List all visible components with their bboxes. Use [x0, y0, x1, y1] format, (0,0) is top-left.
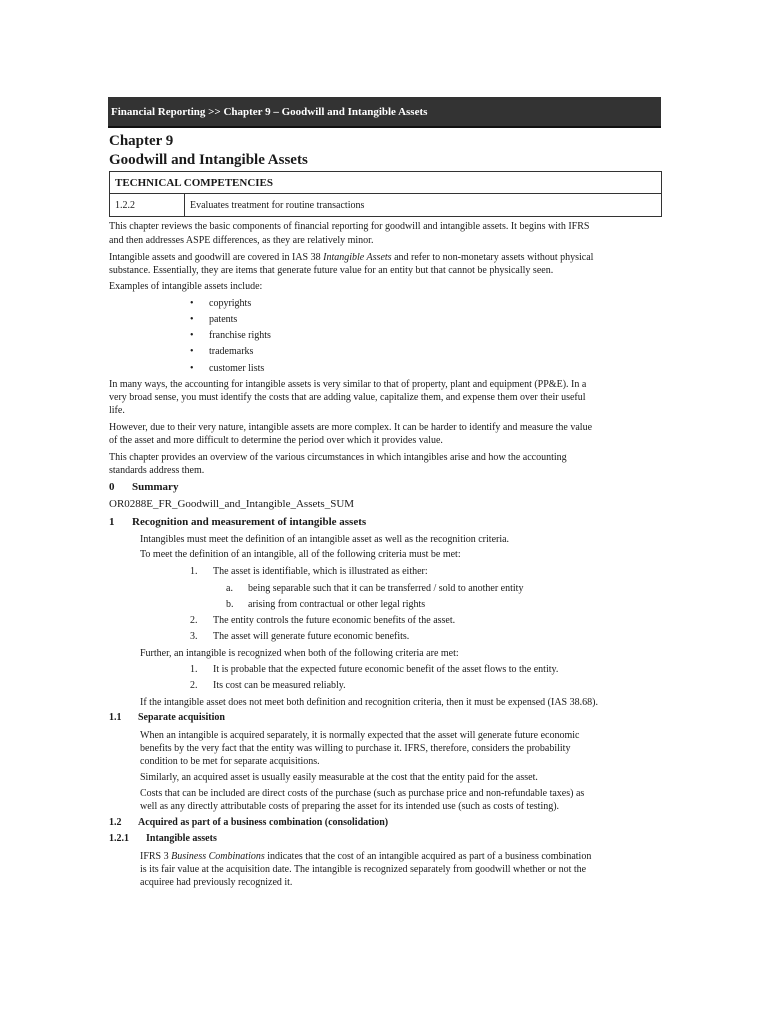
intro-line: Examples of intangible assets include:	[109, 281, 263, 292]
bullet-item: •	[190, 346, 194, 357]
list-number: 2.	[190, 680, 198, 691]
body-line: Intangibles must meet the definition of an intangible asset as well as the recognition criteria.	[140, 534, 510, 545]
intro-line: of the asset and more difficult to determine the period over which it provides value.	[109, 435, 443, 446]
intro-line: life.	[109, 405, 125, 416]
body-line: well as any directly attributable costs of preparing the asset for its intended use (such as costs of testing).	[140, 801, 560, 812]
intro-line: substance. Essentially, they are items that generate future value for an entity but that cannot be physically seen.	[109, 265, 554, 276]
competencies-row	[110, 194, 662, 217]
chapter-number: Chapter 9	[109, 133, 174, 149]
recognition-item: Its cost can be measured reliably.	[213, 680, 346, 691]
criteria-item: The asset is identifiable, which is illustrated as either:	[213, 566, 428, 577]
list-letter: b.	[226, 599, 234, 610]
summary-code: OR0288E_FR_Goodwill_and_Intangible_Assets_SUM	[109, 498, 355, 510]
section-heading-1: 1 Recognition and measurement of intangible assets	[109, 516, 367, 528]
section-heading-1-2: 1.2 Acquired as part of a business combination (consolidation)	[109, 817, 389, 828]
intro-line: This chapter provides an overview of the various circumstances in which intangibles arise and how the accounting	[109, 452, 567, 463]
emphasis-title: Intangible Assets	[323, 252, 392, 263]
body-line: To meet the definition of an intangible, all of the following criteria must be met:	[140, 549, 461, 560]
body-line: is its fair value at the acquisition date. The intangible is recognized separately from goodwill whether or not the	[140, 864, 587, 875]
example-item: copyrights	[209, 298, 252, 309]
body-line: If the intangible asset does not meet both definition and recognition criteria, then it must be expensed (IAS 38.68).	[140, 697, 598, 708]
example-item: patents	[209, 314, 238, 325]
example-item: customer lists	[209, 363, 265, 374]
intro-line: In many ways, the accounting for intangible assets is very similar to that of property, plant and equipment (PP&E). In a	[109, 379, 587, 390]
criteria-item: The asset will generate future economic benefits.	[213, 631, 410, 642]
criteria-subitem: arising from contractual or other legal rights	[248, 599, 426, 610]
bullet-item: •	[190, 363, 194, 374]
breadcrumb-banner	[108, 97, 661, 128]
criteria-item: The entity controls the future economic benefits of the asset.	[213, 615, 456, 626]
competencies-table	[109, 171, 662, 217]
list-letter: a.	[226, 583, 233, 594]
body-line: When an intangible is acquired separately, it is normally expected that the asset will generate future economic	[140, 730, 580, 741]
bullet-item: •	[190, 298, 194, 309]
bullet-item: •	[190, 314, 194, 325]
example-item: franchise rights	[209, 330, 271, 341]
list-number: 1.	[190, 566, 198, 577]
intro-line: However, due to their very nature, intangible assets are more complex. It can be harder to identify and measure the value	[109, 422, 593, 433]
section-heading-summary: 0 Summary	[109, 481, 179, 493]
section-heading-1-2-1: 1.2.1 Intangible assets	[109, 833, 217, 844]
intro-line: standards address them.	[109, 465, 205, 476]
chapter-title: Goodwill and Intangible Assets	[109, 152, 308, 168]
competencies-header: TECHNICAL COMPETENCIES	[110, 172, 662, 194]
body-line: Costs that can be included are direct costs of the purchase (such as purchase price and non-refundable taxes) as	[140, 788, 585, 799]
competencies-header-row	[110, 172, 662, 194]
criteria-subitem: being separable such that it can be transferred / sold to another entity	[248, 583, 524, 594]
bullet-item: •	[190, 330, 194, 341]
body-line: Further, an intangible is recognized when both of the following criteria are met:	[140, 648, 459, 659]
section-heading-1-1: 1.1 Separate acquisition	[109, 712, 225, 723]
breadcrumb-text: Financial Reporting >> Chapter 9 – Goodwill and Intangible Assets	[111, 106, 428, 118]
body-line: acquiree had previously recognized it.	[140, 877, 293, 888]
competency-description: Evaluates treatment for routine transactions	[185, 194, 662, 217]
body-line: Similarly, an acquired asset is usually easily measurable at the cost that the entity paid for the asset.	[140, 772, 538, 783]
intro-line: Intangible assets and goodwill are covered in IAS 38 Intangible Assets and refer to non-monetary assets without physical	[109, 252, 594, 263]
intro-line: This chapter reviews the basic components of financial reporting for goodwill and intangible assets. It begins with IFRS	[109, 221, 590, 232]
body-line: benefits by the very fact that the entity was willing to purchase it. IFRS, therefore, considers the probability	[140, 743, 571, 754]
list-number: 1.	[190, 664, 198, 675]
list-number: 2.	[190, 615, 198, 626]
body-line: condition to be met for separate acquisitions.	[140, 756, 320, 767]
emphasis-title: Business Combinations	[171, 851, 265, 862]
example-item: trademarks	[209, 346, 254, 357]
intro-line: and then addresses ASPE differences, as they are relatively minor.	[109, 235, 374, 246]
competency-code: 1.2.2	[110, 194, 185, 217]
body-line: IFRS 3 Business Combinations indicates that the cost of an intangible acquired as part of a business combination	[140, 851, 592, 862]
recognition-item: It is probable that the expected future economic benefit of the asset flows to the entity.	[213, 664, 559, 675]
intro-line: very broad sense, you must identify the costs that are adding value, capitalize them, and expense them over their useful	[109, 392, 586, 403]
list-number: 3.	[190, 631, 198, 642]
